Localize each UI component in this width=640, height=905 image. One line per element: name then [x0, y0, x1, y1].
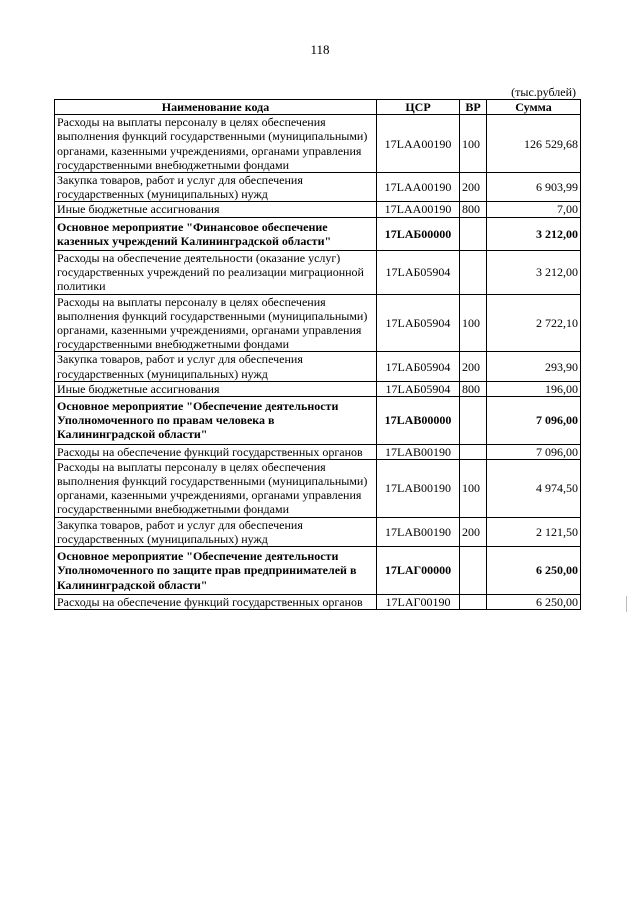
cell-vr: 100 — [460, 294, 487, 352]
cell-amount: 7 096,00 — [487, 444, 581, 459]
cell-amount: 3 212,00 — [487, 217, 581, 250]
cell-amount: 2 722,10 — [487, 294, 581, 352]
table-row — [55, 251, 581, 295]
cell-name: Расходы на обеспечение функций государственных органов — [55, 594, 377, 609]
cell-vr — [460, 251, 487, 295]
table-row — [55, 173, 581, 202]
cell-amount: 4 974,50 — [487, 459, 581, 517]
units-label: (тыс.рублей) — [511, 85, 576, 99]
cell-code: 17LАВ00190 — [377, 517, 460, 546]
cell-code: 17LАВ00190 — [377, 444, 460, 459]
cell-amount: 126 529,68 — [487, 115, 581, 173]
table-row — [55, 115, 581, 173]
table-row — [55, 294, 581, 352]
cell-code: 17LАВ00190 — [377, 459, 460, 517]
cell-vr: 800 — [460, 381, 487, 396]
cell-name: Закупка товаров, работ и услуг для обеспечения государственных (муниципальных) нужд — [55, 352, 377, 381]
cell-code: 17LАБ05904 — [377, 251, 460, 295]
cell-vr — [460, 547, 487, 595]
cell-name: Закупка товаров, работ и услуг для обеспечения государственных (муниципальных) нужд — [55, 173, 377, 202]
cell-code: 17LАА00190 — [377, 173, 460, 202]
cell-code: 17LАБ00000 — [377, 217, 460, 250]
table-header-row — [55, 100, 581, 115]
cell-code: 17LАБ05904 — [377, 294, 460, 352]
cell-code: 17LАБ05904 — [377, 352, 460, 381]
cell-amount: 196,00 — [487, 381, 581, 396]
cell-code: 17LАВ00000 — [377, 397, 460, 445]
table-row — [55, 594, 581, 609]
cell-name: Основное мероприятие "Финансовое обеспечение казенных учреждений Калининградской области" — [55, 217, 377, 250]
cell-vr: 800 — [460, 202, 487, 217]
table-row — [55, 397, 581, 445]
cell-amount: 293,90 — [487, 352, 581, 381]
table-row — [55, 459, 581, 517]
cell-amount: 7,00 — [487, 202, 581, 217]
page-number: 118 — [310, 42, 330, 57]
header-sum: Сумма — [487, 100, 581, 115]
cell-code: 17LАГ00000 — [377, 547, 460, 595]
table-row — [55, 217, 581, 250]
cell-code: 17LАБ05904 — [377, 381, 460, 396]
cell-amount: 7 096,00 — [487, 397, 581, 445]
cell-code: 17LАА00190 — [377, 202, 460, 217]
cell-amount: 6 250,00 — [487, 547, 581, 595]
cell-amount: 6 250,00 — [487, 594, 581, 609]
cell-name: Основное мероприятие "Обеспечение деятельности Уполномоченного по правам человека в Калининградской области" — [55, 397, 377, 445]
cell-name: Расходы на выплаты персоналу в целях обеспечения выполнения функций государственными (муниципальными) органами, казенными учреждениями, органами управления государственными внебюджетными фондами — [55, 294, 377, 352]
table-row — [55, 547, 581, 595]
cell-vr — [460, 217, 487, 250]
cell-name: Иные бюджетные ассигнования — [55, 202, 377, 217]
cell-vr — [460, 397, 487, 445]
table-row — [55, 352, 581, 381]
cell-amount: 3 212,00 — [487, 251, 581, 295]
cell-vr — [460, 444, 487, 459]
cell-name: Закупка товаров, работ и услуг для обеспечения государственных (муниципальных) нужд — [55, 517, 377, 546]
cell-amount: 6 903,99 — [487, 173, 581, 202]
cell-amount: 2 121,50 — [487, 517, 581, 546]
cell-name: Расходы на выплаты персоналу в целях обеспечения выполнения функций государственными (муниципальными) органами, казенными учреждениями, органами управления государственными внебюджетными фондами — [55, 459, 377, 517]
table-row — [55, 381, 581, 396]
cell-name: Основное мероприятие "Обеспечение деятельности Уполномоченного по защите прав предпринимателей в Калининградской области" — [55, 547, 377, 595]
cell-vr: 200 — [460, 352, 487, 381]
scan-mark — [626, 596, 627, 612]
cell-name: Расходы на обеспечение функций государственных органов — [55, 444, 377, 459]
table-row — [55, 202, 581, 217]
cell-name: Иные бюджетные ассигнования — [55, 381, 377, 396]
cell-vr — [460, 594, 487, 609]
table-row — [55, 517, 581, 546]
table-row — [55, 444, 581, 459]
cell-code: 17LАГ00190 — [377, 594, 460, 609]
cell-vr: 100 — [460, 115, 487, 173]
cell-name: Расходы на обеспечение деятельности (оказание услуг) государственных учреждений по реализации миграционной политики — [55, 251, 377, 295]
cell-name: Расходы на выплаты персоналу в целях обеспечения выполнения функций государственными (муниципальными) органами, казенными учреждениями, органами управления государственными внебюджетными фондами — [55, 115, 377, 173]
budget-table — [54, 99, 581, 610]
header-name: Наименование кода — [55, 100, 377, 115]
header-vr: ВР — [460, 100, 487, 115]
cell-vr: 200 — [460, 173, 487, 202]
cell-code: 17LАА00190 — [377, 115, 460, 173]
cell-vr: 100 — [460, 459, 487, 517]
header-code: ЦСР — [377, 100, 460, 115]
cell-vr: 200 — [460, 517, 487, 546]
